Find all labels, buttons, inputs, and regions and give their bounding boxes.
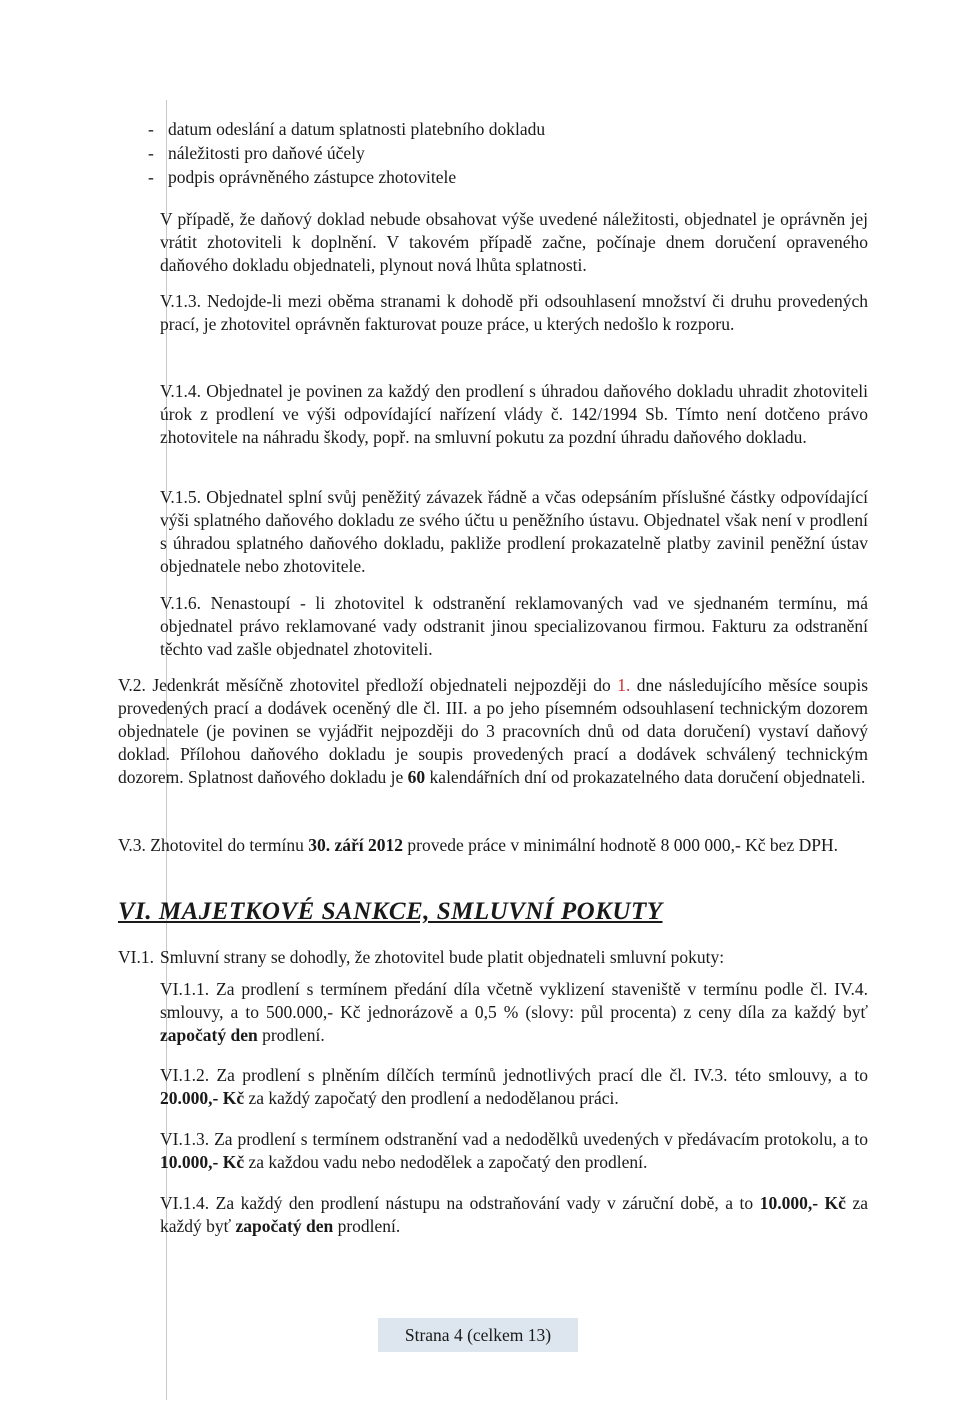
page-footer: Strana 4 (celkem 13) — [378, 1318, 578, 1352]
list-item: - podpis oprávněného zástupce zhotovitele — [148, 167, 457, 187]
paragraph-v14: V.1.4. Objednatel je povinen za každý den prodlení s úhradou daňového dokladu uhradit zhotoviteli úrok z prodlení ve výši odpovídající nařízení vlády č. 142/1994 Sb. Tímto není dotčeno právo zhotovitele na náhradu škody, popř. na smluvní pokutu za pozdní úhradu daňového dokladu. — [160, 381, 868, 447]
paragraph-intro: V případě, že daňový doklad nebude obsahovat výše uvedené náležitosti, objednatel je oprávněn jej vrátit zhotoviteli k doplnění. V takovém případě začne, počínaje dnem doručení opraveného daňového dokladu objednateli, plynout nová lhůta splatnosti. — [160, 209, 868, 275]
paragraph-v3: V.3. Zhotovitel do termínu 30. září 2012 provede práce v minimální hodnotě 8 000 000,- Kč bez DPH. — [118, 835, 838, 855]
paragraph-v16: V.1.6. Nenastoupí - li zhotovitel k odstranění reklamovaných vad ve sjednaném termínu, má objednatel právo reklamované vady odstranit jinou specializovanou firmou. Fakturu za odstranění těchto vad zašle objednatel zhotoviteli. — [160, 593, 868, 659]
paragraph-vi1: VI.1. Smluvní strany se dohodly, že zhotovitel bude platit objednateli smluvní pokuty: — [118, 947, 725, 967]
paragraph-v2: V.2. Jedenkrát měsíčně zhotovitel předloží objednateli nejpozději do 1. dne následujícího měsíce soupis provedených prací a dodávek oceněný dle čl. III. a po jeho písemném odsouhlasení technickým dozorem objednatele (je povinen se vyjádřit nejpozději do 3 pracovních dnů od data doručení) vystaví daňový doklad. Přílohou daňového dokladu je soupis provedených prací a dodávek schválený technickým dozorem. Splatnost daňového dokladu je 60 kalendářních dní od prokazatelného data doručení objednateli. — [118, 675, 868, 787]
section-heading: VI. MAJETKOVÉ SANKCE, SMLUVNÍ POKUTY — [118, 898, 663, 925]
paragraph-vi14: VI.1.4. Za každý den prodlení nástupu na odstraňování vady v záruční době, a to 10.000,- Kč za každý byť započatý den prodlení. — [160, 1193, 868, 1236]
paragraph-vi13: VI.1.3. Za prodlení s termínem odstranění vad a nedodělků uvedených v předávacím protokolu, a to 10.000,- Kč za každou vadu nebo nedodělek a započatý den prodlení. — [160, 1129, 868, 1172]
paragraph-vi11: VI.1.1. Za prodlení s termínem předání díla včetně vyklizení staveniště v termínu podle čl. IV.4. smlouvy, a to 500.000,- Kč jednorázově a 0,5 % (slovy: půl procenta) z ceny díla za každý byť započatý den prodlení. — [160, 979, 869, 1045]
list-item: - datum odeslání a datum splatnosti platebního dokladu — [148, 119, 546, 139]
list-item: - náležitosti pro daňové účely — [148, 143, 365, 163]
paragraph-vi12: VI.1.2. Za prodlení s plněním dílčích termínů jednotlivých prací dle čl. IV.3. této smlouvy, a to 20.000,- Kč za každý započatý den prodlení a nedodělanou práci. — [160, 1065, 869, 1108]
paragraph-v13: V.1.3. Nedojde-li mezi oběma stranami k dohodě při odsouhlasení množství či druhu provedených prací, je zhotovitel oprávněn fakturovat pouze práce, u kterých nedošlo k rozporu. — [160, 291, 868, 334]
paragraph-v15: V.1.5. Objednatel splní svůj peněžitý závazek řádně a včas odepsáním příslušné částky odpovídající výši splatného daňového dokladu ze svého účtu u peněžního ústavu. Objednatel však není v prodlení s úhradou splatného daňového dokladu, pakliže prodlení prokazatelně platby zavinil peněžní ústav objednatele nebo zhotovitele. — [160, 487, 869, 576]
